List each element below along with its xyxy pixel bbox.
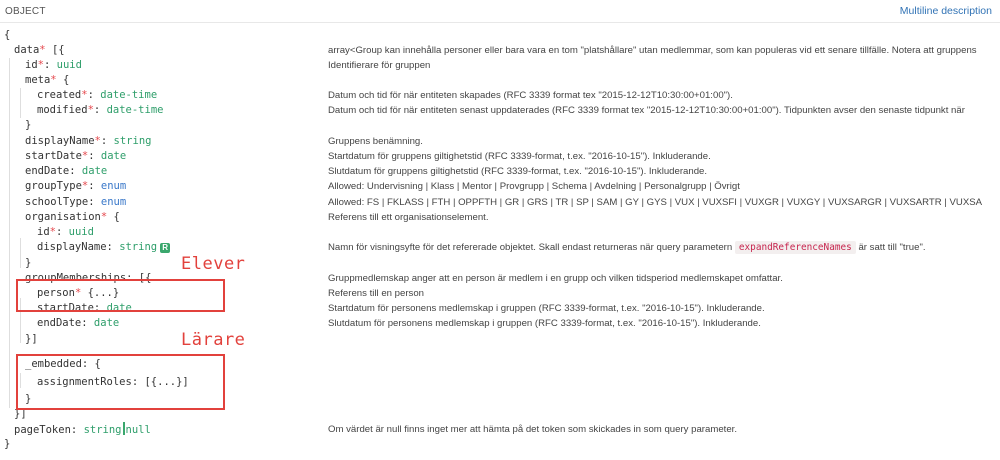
expand-reference-names-code: expandReferenceNames [735,241,856,254]
desc-gm-startdate: Startdatum för personens medlemskap i gruppen (RFC 3339-format, t.ex. "2016-10-15"). Inkluderande. [328,303,765,314]
desc-grouptype: Allowed: Undervisning | Klass | Mentor | Provgrupp | Schema | Avdelning | Personalgrupp | Övrigt [328,181,740,192]
field-organisation-id[interactable]: id*: uuid [37,226,94,238]
field-displayname[interactable]: displayName*: string [25,135,152,147]
desc-groupmemberships: Gruppmedlemskap anger att en person är medlem i en grupp och vilken tidsperiod medlemskapet omfattar. [328,273,783,284]
field-gm-startdate[interactable]: startDate: date [37,302,132,314]
indent-guide-meta [20,88,21,118]
schema-header [0,0,1000,23]
desc-organisation-displayname: Namn för visningsyfte för det refererade objektet. Skall endast returneras när query parametern expandReferenceNames är satt till "true". [328,242,926,253]
readonly-badge-icon: R [160,243,170,253]
field-meta[interactable]: meta* { [25,74,70,86]
desc-organisation: Referens till ett organisationselement. [328,212,489,223]
multiline-description-link[interactable]: Multiline description [899,5,992,17]
field-person[interactable]: person* {...} [37,287,120,299]
field-modified[interactable]: modified*: date-time [37,104,164,116]
desc-id: Identifierare för gruppen [328,60,431,71]
field-startdate[interactable]: startDate*: date [25,150,127,162]
annotation-elever: Elever [181,254,246,274]
annotation-box-groupmemberships [16,279,225,312]
field-organisation-displayname[interactable]: displayName: string R [37,240,170,255]
meta-close-brace: } [25,119,32,131]
field-groupmemberships[interactable]: groupMemberships: [{ [25,272,152,284]
field-data[interactable]: data* [{ [14,44,65,56]
desc-gm-enddate: Slutdatum för personens medlemskap i gruppen (RFC 3339-format, t.ex. "2016-10-15"). Inkluderande. [328,318,761,329]
desc-enddate: Slutdatum för gruppens giltighetstid (RFC 3339-format, t.ex. "2016-10-15"). Inkluderande. [328,166,708,177]
desc-pagetoken: Om värdet är null finns inget mer att hämta på det token som skickades in som query parameter. [328,424,737,435]
field-gm-enddate[interactable]: endDate: date [37,317,120,329]
field-embedded[interactable]: _embedded: { [25,358,101,370]
field-created[interactable]: created*: date-time [37,89,158,101]
desc-data: array<Group kan innehålla personer eller bara vara en tom "platshållare" utan medlemmar, som kan populeras vid ett senare tillfälle. Notera att gruppens [328,45,977,56]
desc-schooltype: Allowed: FS | FKLASS | FTH | OPPFTH | GR | GRS | TR | SP | SAM | GY | GYS | VUX | VUXSFI | VUXGR | VUXGY | VUXSARGR | VUXSARTR | VUXSA [328,197,983,208]
field-id[interactable]: id*: uuid [25,59,82,71]
annotation-larare: Lärare [181,330,246,350]
desc-displayname: Gruppens benämning. [328,136,423,147]
desc-startdate: Startdatum för gruppens giltighetstid (RFC 3339-format, t.ex. "2016-10-15"). Inkluderande. [328,151,711,162]
embedded-close-brace: } [25,393,32,405]
text-cursor [123,422,125,435]
field-enddate[interactable]: endDate: date [25,165,108,177]
indent-guide-organisation [20,238,21,268]
field-assignmentroles[interactable]: assignmentRoles: [{...}] [37,376,189,388]
organisation-close-brace: } [25,257,32,269]
field-schooltype[interactable]: schoolType: enum [25,196,127,208]
field-data-key: data [14,44,40,56]
desc-created: Datum och tid för när entiteten skapades (RFC 3339 format tex "2015-12-12T10:30:00+01:00"). [328,90,733,101]
indent-guide-data [9,58,10,408]
object-label: OBJECT [5,6,46,17]
data-close: }] [14,408,27,420]
root-open-brace: { [4,29,11,41]
type-uuid: uuid [56,59,82,71]
desc-modified: Datum och tid för när entiteten senast uppdaterades (RFC 3339 format tex "2015-12-12T10:30:00+01:00"). Tidpunkten avser den senaste tidpunkt när [328,105,965,116]
field-pagetoken[interactable]: pageToken: string null [14,424,151,436]
field-organisation[interactable]: organisation* { [25,211,120,223]
field-grouptype[interactable]: groupType*: enum [25,180,127,192]
root-close-brace: } [4,438,11,450]
annotation-box-embedded [16,354,225,410]
groupmemberships-close: }] [25,333,38,345]
desc-person: Referens till en person [328,288,424,299]
